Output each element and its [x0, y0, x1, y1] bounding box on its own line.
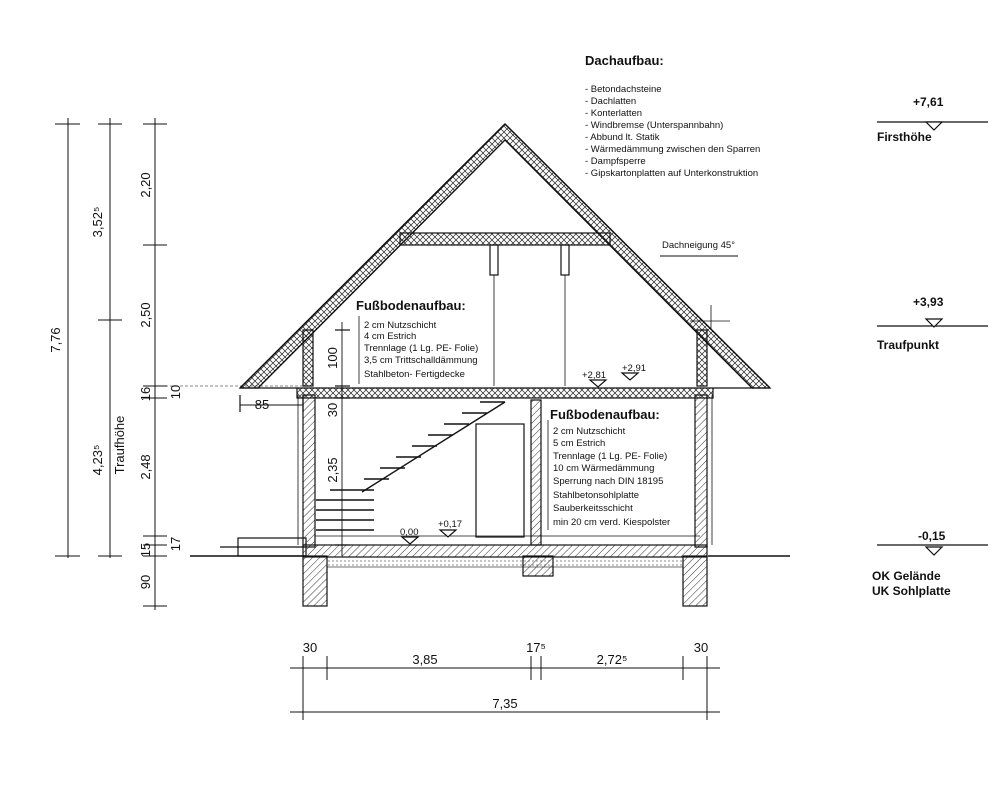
- dim-total-width: 7,35: [492, 696, 518, 711]
- dim-plinth-2: 17: [168, 536, 183, 552]
- roof-slope-label: Dachneigung 45°: [662, 240, 735, 251]
- ground-floor-note-item: min 20 cm verd. Kiespolster: [553, 517, 671, 528]
- dim-plinth: 15: [138, 542, 153, 558]
- staircase: [316, 402, 505, 530]
- roof-note-item: - Dampfsperre: [585, 156, 646, 167]
- dim-inner-wall: 17⁵: [526, 640, 546, 655]
- dim-og-small: 30: [325, 402, 340, 418]
- wall-left: [303, 395, 315, 547]
- ground-floor-build-up-notes: [550, 407, 670, 528]
- inner-wall: [531, 400, 541, 545]
- dim-eg-height: 2,35: [325, 457, 340, 483]
- roof-note-item: - Gipskartonplatten auf Unterkonstruktion: [585, 168, 759, 179]
- eaves-level-label: Traufpunkt: [877, 338, 939, 352]
- roof-note-item: - Abbund lt. Statik: [585, 132, 660, 143]
- knee-wall-left: [303, 330, 313, 386]
- dim-overhang: 85: [254, 397, 270, 412]
- upper-floor-note-item: Trennlage (1 Lg. PE- Folie): [364, 343, 479, 354]
- ground-floor-note-item: 5 cm Estrich: [553, 438, 606, 449]
- dim-roof-lower: 2,50: [138, 302, 153, 328]
- ground-level-value: -0,15: [918, 529, 946, 543]
- dim-roof-top: 2,20: [138, 172, 153, 198]
- roof-build-up-notes: [585, 53, 760, 179]
- og-floor-level-2: +2,91: [622, 363, 647, 374]
- ridge-level-value: +7,61: [913, 95, 944, 109]
- foundation-left: [303, 556, 327, 606]
- roof-note-item: - Dachlatten: [585, 96, 637, 107]
- ground-floor-note-item: Trennlage (1 Lg. PE- Folie): [553, 451, 668, 462]
- collar-beam: [400, 233, 610, 245]
- upper-floor-note-item: 3,5 cm Trittschalldämmung: [364, 355, 478, 366]
- roof-note-item: - Betondachsteine: [585, 84, 662, 95]
- dim-upper-height: 3,52⁵: [90, 206, 105, 238]
- ground-floor-note-item: Sauberkeitsschicht: [553, 503, 633, 514]
- og-floor-level-1: +2,81: [582, 370, 607, 381]
- dim-og-knee: 100: [325, 347, 340, 369]
- dim-slab-small: 10: [168, 384, 183, 400]
- upper-floor-note-item: 4 cm Estrich: [364, 331, 417, 342]
- upper-floor-note-item: Stahlbeton- Fertigdecke: [364, 369, 465, 380]
- ground-floor-note-item: Sperrung nach DIN 18195: [553, 476, 664, 487]
- roof-notes-title: Dachaufbau:: [585, 53, 664, 68]
- knee-wall-right: [697, 330, 707, 386]
- wall-right: [695, 395, 707, 547]
- ground-floor-notes-title: Fußbodenaufbau:: [550, 407, 660, 422]
- foundation-right: [683, 556, 707, 606]
- dim-room-left: 3,85: [412, 652, 438, 667]
- dim-traufhoehe-value: 4,23⁵: [90, 444, 105, 476]
- level-triangle-ground: [926, 547, 942, 555]
- upper-floor-note-item: 2 cm Nutzschicht: [364, 320, 437, 331]
- dim-wall-right: 30: [693, 640, 709, 655]
- dim-slab: 16: [138, 386, 153, 402]
- roof-note-item: - Konterlatten: [585, 108, 643, 119]
- gravel-bed: [327, 557, 683, 567]
- door: [476, 424, 524, 537]
- dim-wall-left: 30: [302, 640, 318, 655]
- eaves-level-value: +3,93: [913, 295, 944, 309]
- eg-floor-level-2: +0,17: [438, 519, 463, 530]
- dim-room-right: 2,72⁵: [596, 652, 628, 667]
- ground-level-label: OK Gelände: [872, 569, 941, 583]
- roof-note-item: - Wärmedämmung zwischen den Sparren: [585, 144, 761, 155]
- upper-floor-notes-title: Fußbodenaufbau:: [356, 298, 466, 313]
- dim-total-height: 7,76: [48, 327, 63, 353]
- dim-foundation: 90: [138, 574, 153, 590]
- base-slab: [303, 545, 707, 557]
- ground-floor-note-item: Stahlbetonsohlplatte: [553, 490, 640, 501]
- dim-traufhoehe-label: Traufhöhe: [112, 415, 127, 475]
- ground-floor-note-item: 2 cm Nutzschicht: [553, 426, 626, 437]
- roof-note-item: - Windbremse (Unterspannbahn): [585, 120, 724, 131]
- eg-floor-level-1: 0,00: [400, 527, 419, 538]
- level-triangle-first: [926, 122, 942, 130]
- slab-underside-label: UK Sohlplatte: [872, 584, 951, 598]
- ridge-level-label: Firsthöhe: [877, 130, 932, 144]
- dim-storey: 2,48: [138, 454, 153, 480]
- ground-floor-note-item: 10 cm Wärmedämmung: [553, 463, 655, 474]
